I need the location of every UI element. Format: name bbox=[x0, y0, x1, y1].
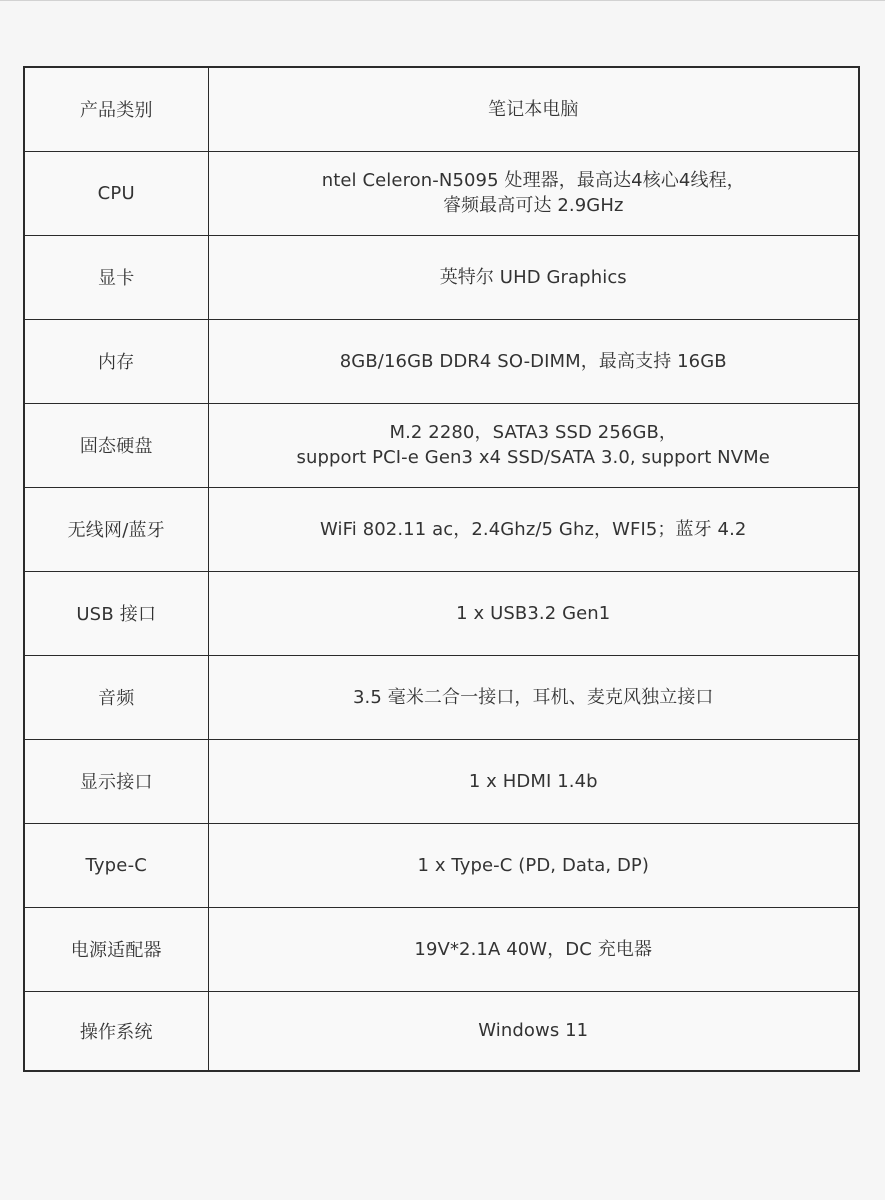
spec-label: 内存 bbox=[24, 319, 208, 403]
spec-value-line: 睿频最高可达 2.9GHz bbox=[442, 195, 624, 216]
spec-label: USB 接口 bbox=[24, 571, 208, 655]
spec-row-category bbox=[24, 67, 859, 151]
spec-row-usb bbox=[24, 571, 859, 655]
spec-row-memory bbox=[24, 319, 859, 403]
spec-row-display-port bbox=[24, 739, 859, 823]
spec-row-power-adapter bbox=[24, 907, 859, 991]
spec-row-audio bbox=[24, 655, 859, 739]
spec-value-line: 英特尔 UHD Graphics bbox=[439, 266, 627, 288]
spec-value-line: 1 x Type-C (PD, Data, DP) bbox=[417, 854, 650, 876]
spec-value bbox=[208, 403, 859, 487]
spec-value bbox=[208, 151, 859, 235]
spec-value bbox=[208, 571, 859, 655]
spec-value-line: 3.5 毫米二合一接口，耳机、麦克风独立接口 bbox=[352, 686, 714, 708]
spec-row-type-c bbox=[24, 823, 859, 907]
spec-label: 无线网/蓝牙 bbox=[24, 487, 208, 571]
spec-value-line: 19V*2.1A 40W，DC 充电器 bbox=[414, 938, 653, 960]
spec-label: 固态硬盘 bbox=[24, 403, 208, 487]
spec-row-graphics bbox=[24, 235, 859, 319]
spec-value bbox=[208, 823, 859, 907]
spec-value-line: M.2 2280，SATA3 SSD 256GB， bbox=[389, 422, 678, 443]
spec-row-os bbox=[24, 991, 859, 1071]
spec-label: 操作系统 bbox=[24, 991, 208, 1071]
spec-table bbox=[23, 66, 860, 1072]
spec-value bbox=[208, 235, 859, 319]
spec-label: 显示接口 bbox=[24, 739, 208, 823]
spec-label: 音频 bbox=[24, 655, 208, 739]
spec-row-wireless bbox=[24, 487, 859, 571]
spec-value-line: support PCI-e Gen3 x4 SSD/SATA 3.0, support NVMe bbox=[296, 447, 770, 468]
spec-value bbox=[208, 67, 859, 151]
spec-value-line: Windows 11 bbox=[478, 1020, 589, 1042]
spec-value-line: 笔记本电脑 bbox=[488, 98, 579, 120]
spec-value bbox=[208, 487, 859, 571]
spec-value-line: 1 x USB3.2 Gen1 bbox=[456, 602, 611, 624]
spec-label: 显卡 bbox=[24, 235, 208, 319]
spec-value-line: WiFi 802.11 ac，2.4Ghz/5 Ghz，WFI5；蓝牙 4.2 bbox=[320, 518, 747, 540]
spec-label: 产品类别 bbox=[24, 67, 208, 151]
spec-label: Type-C bbox=[24, 823, 208, 907]
spec-value bbox=[208, 319, 859, 403]
spec-label: 电源适配器 bbox=[24, 907, 208, 991]
spec-value bbox=[208, 907, 859, 991]
spec-value bbox=[208, 991, 859, 1071]
spec-value bbox=[208, 655, 859, 739]
spec-value bbox=[208, 739, 859, 823]
spec-value-line: ntel Celeron-N5095 处理器，最高达4核心4线程， bbox=[321, 170, 745, 191]
spec-label: CPU bbox=[24, 151, 208, 235]
spec-value-line: 8GB/16GB DDR4 SO-DIMM，最高支持 16GB bbox=[339, 350, 727, 372]
spec-value-line: 1 x HDMI 1.4b bbox=[468, 770, 598, 792]
top-divider bbox=[0, 0, 885, 1]
spec-row-cpu bbox=[24, 151, 859, 235]
spec-row-ssd bbox=[24, 403, 859, 487]
